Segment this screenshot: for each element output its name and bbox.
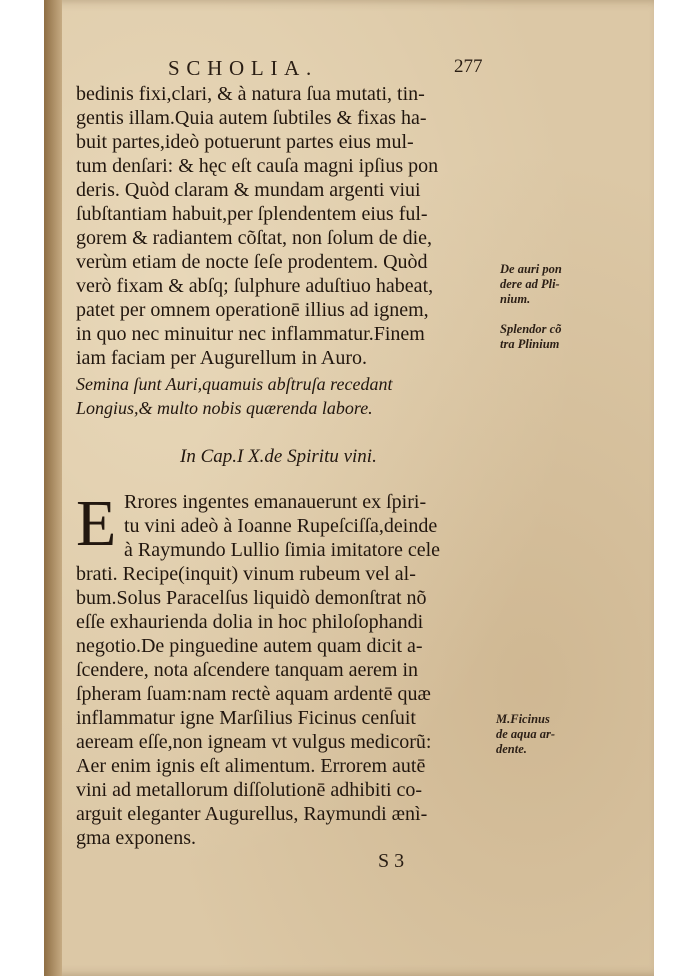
text-line: patet per omnem operationē illius ad ignem, — [76, 299, 429, 321]
page-number: 277 — [454, 56, 483, 77]
text-line: vini ad metallorum diſſolutionē adhibiti co- — [76, 779, 423, 801]
text-line: brati. Recipe(inquit) vinum rubeum vel al- — [76, 563, 416, 585]
text-line: tum denſari: & hęc eſt cauſa magni ipſius pon — [76, 155, 439, 177]
text-line: negotio.De pinguedine autem quam dicit a- — [76, 635, 423, 657]
margin-note-line: tra Plinium — [500, 337, 560, 351]
margin-note-line: dere ad Pli- — [500, 277, 560, 291]
margin-note-auri-pondere — [500, 262, 562, 307]
text-line: inflammatur igne Marſilius Ficinus cenſuit — [76, 707, 416, 729]
text-line: verùm etiam de noctе ſeſe prodentem. Quòd — [76, 251, 428, 273]
running-header: SCHOLIA. — [168, 56, 319, 80]
text-line: gma exponens. — [76, 827, 196, 849]
section-heading: In Cap.I X.de Spiritu vini. — [180, 446, 377, 467]
text-line: tu vini adeò à Ioanne Rupeſciſſa,deinde — [124, 515, 438, 537]
text-line: gorem & radiantem cõſtat, non ſolum de die, — [76, 227, 433, 249]
margin-note-line: De auri pon — [500, 262, 562, 276]
margin-note-line: de aqua ar- — [496, 727, 556, 741]
text-line: Aer enim ignis eſt alimentum. Errorem autē — [76, 755, 426, 777]
text-line: ſpheram ſuam:nam rectè aquam ardentē quæ — [76, 683, 431, 705]
margin-note-line: nium. — [500, 292, 531, 306]
text-line: ſubſtantiam habuit,per ſplendentem eius ful- — [76, 203, 428, 225]
text-line: in quo nec minuitur nec inflammatur.Finem — [76, 323, 425, 345]
margin-note-line: dente. — [496, 742, 527, 756]
verse-line: Longius,& multo nobis quærenda labore. — [76, 398, 373, 418]
text-line: bedinis fixi,clari, & à natura ſua mutati, tin- — [76, 83, 425, 105]
verse-line: Semina ſunt Auri,quamuis abſtruſa recedant — [76, 374, 393, 394]
margin-note-line: Splendor cõ — [500, 322, 562, 336]
text-line: arguit eleganter Augurellus, Raymundi ænì- — [76, 803, 428, 825]
text-line: aeream eſſe,non igneam vt vulgus medicorũ: — [76, 731, 432, 753]
text-line: Rrores ingentes emanauerunt ex ſpiri- — [124, 491, 427, 513]
signature-mark: S 3 — [378, 850, 405, 872]
text-line: gentis illam.Quia autem ſubtiles & fixas ha- — [76, 107, 427, 129]
text-line: verò fixam & abſq; ſulphure aduſtiuo habeat, — [76, 275, 434, 297]
text-line: buit partes,ideò potuerunt partes eius mul- — [76, 131, 414, 153]
text-line: bum.Solus Paracelſus liquidò demonſtrat nõ — [76, 587, 427, 609]
text-line: à Raymundo Lullio ſimia imitatore cele — [124, 539, 441, 561]
text-line: ſcendere, nota aſcendere tanquam aerem in — [76, 659, 419, 681]
text-line: eſſe exhaurienda dolia in hoc philoſophandi — [76, 611, 424, 633]
page-gutter — [44, 0, 62, 976]
drop-capital: E — [76, 487, 117, 560]
margin-note-ficinus — [496, 712, 555, 757]
margin-note-splendor — [500, 322, 561, 352]
margin-note-line: M.Ficinus — [496, 712, 550, 726]
text-line: deris. Quòd claram & mundam argenti viui — [76, 179, 421, 201]
text-line: iam faciam per Augurellum in Auro. — [76, 347, 368, 369]
